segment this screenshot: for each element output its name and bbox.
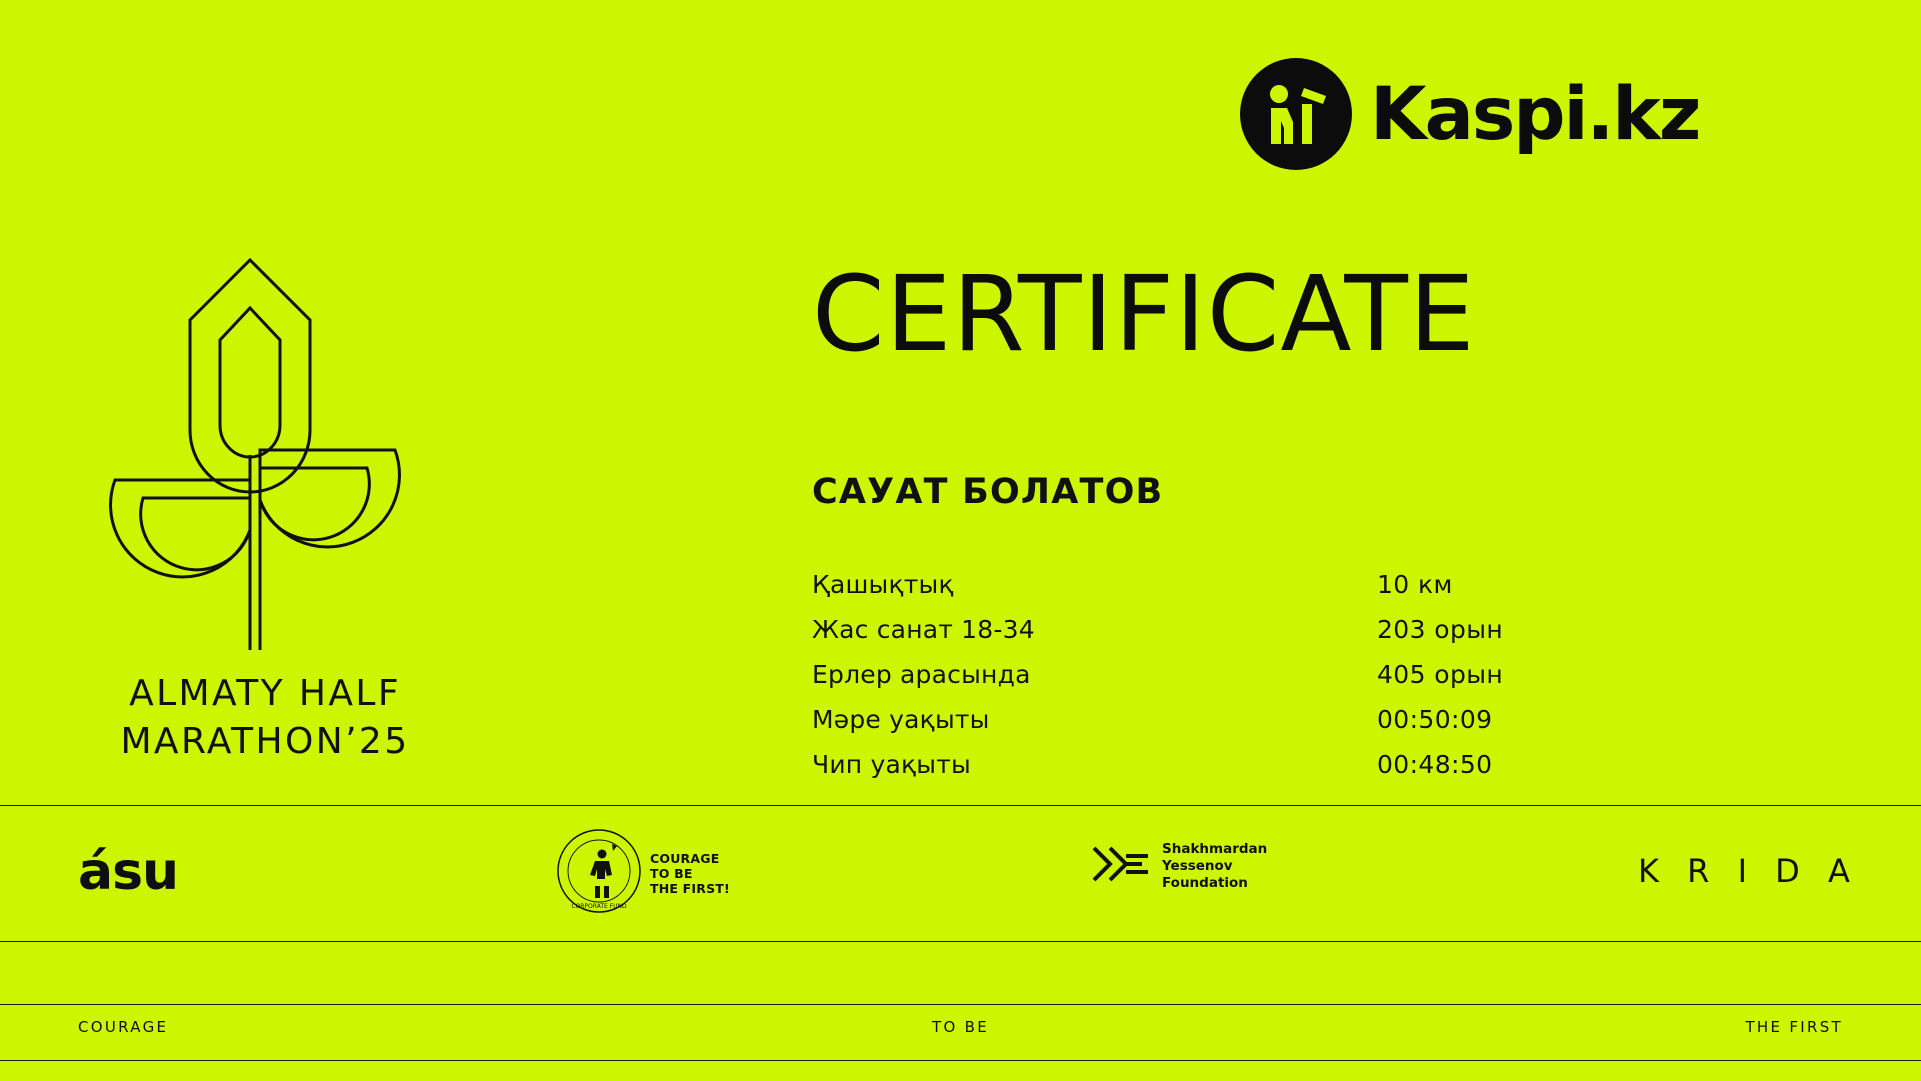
result-value: 00:48:50 bbox=[1377, 750, 1493, 779]
result-value: 405 орын bbox=[1377, 660, 1504, 689]
sponsor-asu-logo bbox=[78, 842, 179, 902]
result-label: Ерлер арасында bbox=[812, 660, 1031, 689]
result-row bbox=[812, 750, 1632, 795]
corporate-fund-caption bbox=[650, 851, 730, 897]
result-label: Қашықтық bbox=[812, 570, 954, 599]
result-value: 203 орын bbox=[1377, 615, 1504, 644]
result-label: Чип уақыты bbox=[812, 750, 971, 779]
sponsor-corporate-fund-logo bbox=[556, 828, 730, 919]
yessenov-monogram-icon bbox=[1090, 842, 1152, 891]
result-label: Жас санат 18-34 bbox=[812, 615, 1035, 644]
result-row bbox=[812, 660, 1632, 705]
tagline-right: THE FIRST bbox=[1745, 1018, 1843, 1036]
svg-text:CORPORATE FUND: CORPORATE FUND bbox=[571, 903, 627, 910]
yessenov-caption-line-1: Shakhmardan bbox=[1162, 841, 1268, 857]
result-value: 10 км bbox=[1377, 570, 1453, 599]
sponsor-yessenov-foundation-logo bbox=[1090, 841, 1267, 892]
event-name-line-2: MARATHON’25 bbox=[120, 720, 410, 762]
results-table bbox=[812, 570, 1632, 795]
tagline-strip bbox=[0, 1018, 1921, 1048]
event-name-line-1: ALMATY HALF bbox=[129, 673, 401, 714]
kaspi-logo bbox=[1240, 58, 1699, 170]
sponsor-band bbox=[0, 806, 1921, 941]
tagline-left: COURAGE bbox=[78, 1018, 169, 1036]
krida-wordmark: K R I D A bbox=[1638, 852, 1859, 890]
corporate-fund-caption-line-3: THE FIRST! bbox=[650, 881, 730, 897]
corporate-fund-caption-line-1: COURAGE bbox=[650, 850, 720, 866]
tulip-emblem-icon bbox=[55, 230, 455, 650]
yessenov-foundation-caption bbox=[1162, 841, 1267, 892]
corporate-fund-seal-icon bbox=[556, 828, 642, 919]
yessenov-caption-line-2: Yessenov bbox=[1162, 857, 1233, 874]
result-row bbox=[812, 615, 1632, 660]
tagline-center: TO BE bbox=[931, 1018, 990, 1036]
divider bbox=[0, 1060, 1921, 1061]
yessenov-caption-line-3: Foundation bbox=[1162, 874, 1248, 891]
divider bbox=[0, 1004, 1921, 1005]
athlete-name: САУАТ БОЛАТОВ bbox=[812, 472, 1164, 512]
asu-wordmark: ásu bbox=[78, 842, 179, 902]
kaspi-person-mark-icon bbox=[1240, 58, 1352, 170]
result-value: 00:50:09 bbox=[1377, 705, 1493, 734]
result-label: Мәре уақыты bbox=[812, 705, 990, 734]
result-row bbox=[812, 705, 1632, 750]
event-name bbox=[55, 670, 475, 765]
result-row bbox=[812, 570, 1632, 615]
sponsor-krida-logo bbox=[1638, 852, 1859, 890]
divider bbox=[0, 941, 1921, 942]
kaspi-wordmark: Kaspi.kz bbox=[1370, 71, 1700, 157]
corporate-fund-caption-line-2: TO BE bbox=[650, 865, 693, 881]
certificate-title: CERTIFICATE bbox=[812, 253, 1476, 375]
